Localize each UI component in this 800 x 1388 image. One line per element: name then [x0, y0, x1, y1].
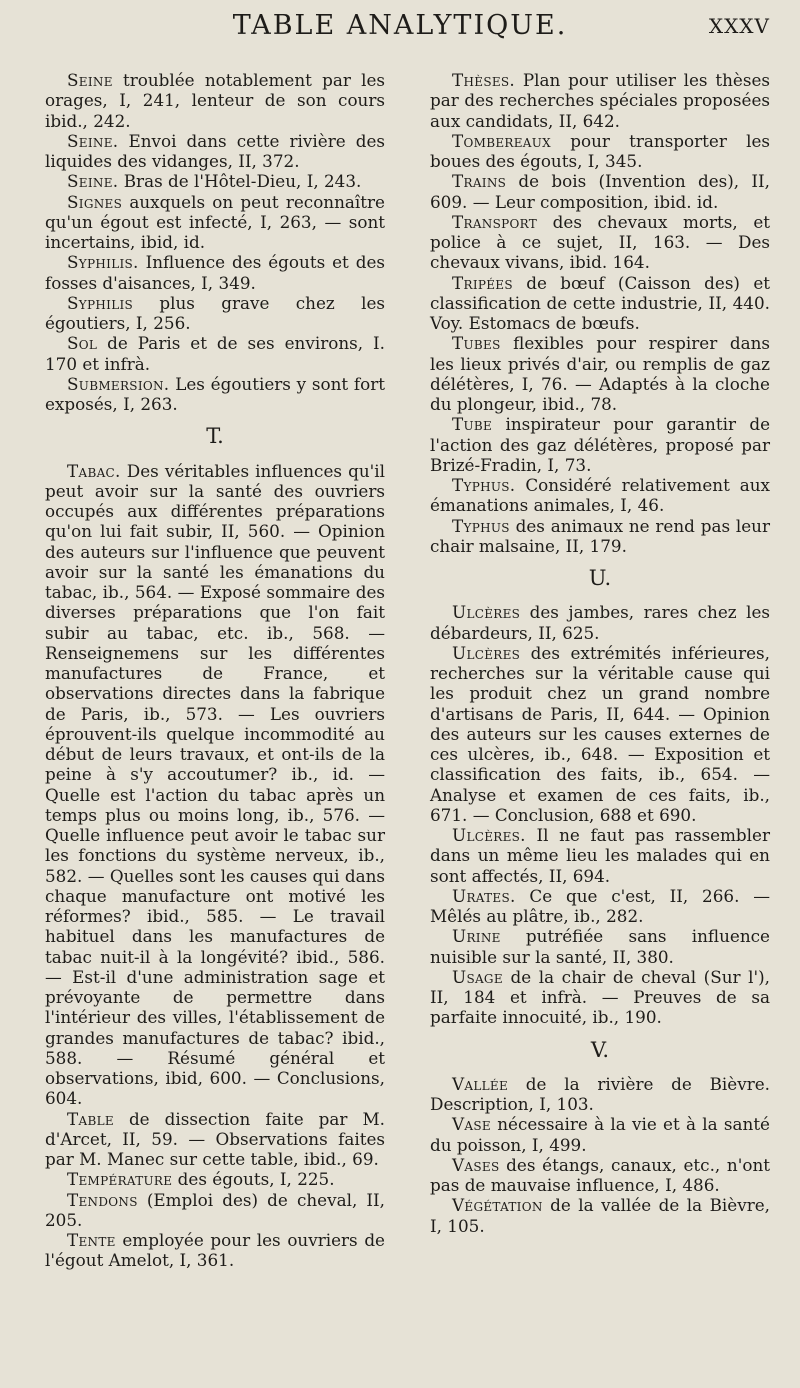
- index-entry: [430, 1155, 770, 1196]
- section-letter-t: T.: [206, 424, 224, 449]
- index-entry: [430, 643, 770, 825]
- index-entry: [45, 1190, 385, 1231]
- entry-headword: Tripées: [452, 272, 513, 293]
- entry-text: de la rivière de Bièvre. Description, I, 103.: [430, 1073, 770, 1114]
- index-entry: [430, 516, 770, 557]
- entry-text: Les égoutiers y sont fort exposés, I, 263.: [45, 373, 385, 414]
- entry-headword: Ulcères: [452, 642, 521, 663]
- entry-headword: Trains: [452, 171, 507, 192]
- entry-headword: Seine: [67, 70, 113, 90]
- index-entry: [430, 825, 770, 886]
- entry-headword: Sol: [67, 333, 98, 354]
- entry-headword: Table: [67, 1108, 114, 1129]
- entry-text: pour transporter les boues des égouts, I, 345.: [430, 130, 770, 171]
- index-entry: [45, 293, 385, 334]
- index-entry: [45, 70, 385, 131]
- index-entry: [430, 967, 770, 1028]
- index-entry: [430, 602, 770, 643]
- index-entry: [45, 1169, 385, 1189]
- left-column: [45, 70, 385, 1271]
- entry-text: des extrémités inférieures, recherches sur la véritable cause qui les produit chez un grand nombre d'artisans de Paris, II, 644. — Opinion des auteurs sur les causes externes de ces ulcères, ib., 648. — Exposition et classification des faits, ib., 654. — Analyse et examen de ces faits, ib., 671. — Conclusion, 688 et 690.: [430, 642, 770, 825]
- index-entry: [45, 461, 385, 1109]
- entry-headword: Usage: [452, 966, 503, 987]
- section-letter-v: V.: [590, 1037, 610, 1062]
- entry-text: (Emploi des) de cheval, II, 205.: [45, 1189, 385, 1230]
- entry-text: Des véritables influences qu'il peut avoir sur la santé des ouvriers occupés aux différentes préparations qu'on lui fait subir, II, 560. — Opinion des auteurs sur l'influence que peuvent avoir sur la santé les émanations du tabac, ib., 564. — Exposé sommaire des diverses préparations que l'on fait subir au tabac, etc. ib., 568. — Renseignemens sur les différentes manufactures de France, et observations directes dans la fabrique de Paris, ib., 573. — Les ouvriers éprouvent-ils quelque incommodité au début de leurs travaux, et ont-ils de la peine à s'y accoutumer? ib., id. — Quelle est l'action du tabac après un temps plus ou moins long, ib., 576. — Quelle influence peut avoir le tabac sur les fonctions du système nerveux, ib., 582. — Quelles sont les causes qui dans chaque manufacture ont motivé les réformes? ibid., 585. — Le travail habituel dans les manufactures de tabac nuit-il à la longévité? ibid., 586. — Est-il d'une administration sage et prévoyante de permettre dans l'intérieur des villes, l'établissement de grandes manufactures de tabac? ibid., 588. — Résumé général et observations, ibid, 600. — Conclusions, 604.: [45, 460, 385, 1109]
- index-entry: [430, 1114, 770, 1155]
- section-letter-u: U.: [588, 566, 612, 590]
- entry-headword: Seine.: [67, 171, 119, 192]
- page-header-title: TABLE ANALYTIQUE.: [232, 10, 568, 41]
- entry-text: troublée notablement par les orages, I, 241, lenteur de son cours ibid., 242.: [45, 70, 385, 131]
- index-entry: [430, 212, 770, 273]
- entry-text: plus grave chez les égoutiers, I, 256.: [45, 292, 385, 333]
- index-entry: [430, 414, 770, 475]
- index-entry: [45, 192, 385, 253]
- entry-text: Il ne faut pas rassembler dans un même lieu les malades qui en sont affectés, II, 694.: [430, 825, 770, 886]
- entry-text: auxquels on peut reconnaître qu'un égout est infecté, I, 263, — sont incertains, ibid, id.: [45, 191, 385, 252]
- entry-headword: Tendons: [67, 1189, 138, 1210]
- entry-text: nécessaire à la vie et à la santé du poisson, I, 499.: [430, 1114, 770, 1155]
- entry-headword: Submersion.: [67, 373, 170, 394]
- entry-text: des étangs, canaux, etc., n'ont pas de mauvaise influence, I, 486.: [430, 1154, 770, 1195]
- entry-text: Considéré relativement aux émanations animales, I, 46.: [430, 475, 770, 516]
- entry-text: de la chair de cheval (Sur l'), II, 184 et infrà. — Preuves de sa parfaite innocuité, ib., 190.: [430, 966, 770, 1028]
- entry-headword: Ulcères: [452, 602, 521, 623]
- entry-headword: Signes: [67, 191, 123, 212]
- entry-headword: Urine: [452, 926, 501, 947]
- entry-headword: Tente: [67, 1230, 116, 1250]
- page-number: XXXV: [708, 14, 770, 38]
- entry-headword: Vase: [452, 1114, 491, 1135]
- index-entry: [430, 1195, 770, 1236]
- index-entry: [45, 1230, 385, 1271]
- index-entry: [45, 171, 385, 191]
- index-entry: [45, 1109, 385, 1170]
- entry-text: flexibles pour respirer dans les lieux privés d'air, ou remplis de gaz délétères, I, 76. — Adaptés à la cloche du plongeur, ibid., 78.: [430, 333, 770, 414]
- entry-headword: Typhus: [452, 515, 510, 536]
- index-entry: [45, 333, 385, 374]
- index-entry: [45, 374, 385, 415]
- entry-text: Influence des égouts et des fosses d'aisances, I, 349.: [45, 252, 385, 293]
- entry-headword: Urates.: [452, 885, 516, 906]
- entry-headword: Syphilis: [67, 292, 134, 313]
- entry-text: des animaux ne rend pas leur chair malsaine, II, 179.: [430, 515, 770, 556]
- entry-text: inspirateur pour garantir de l'action des gaz délétères, proposé par Brizé-Fradin, I, 73.: [430, 414, 770, 475]
- index-entry: [430, 171, 770, 212]
- entry-text: des jambes, rares chez les débardeurs, II, 625.: [430, 602, 770, 643]
- entry-headword: Transport: [452, 211, 538, 232]
- entry-text: des chevaux morts, et police à ce sujet, II, 163. — Des chevaux vivans, ibid. 164.: [430, 211, 770, 273]
- index-entry: [430, 926, 770, 967]
- entry-headword: Typhus.: [452, 475, 516, 495]
- entry-headword: Ulcères.: [452, 825, 526, 845]
- entry-headword: Vallée: [452, 1073, 509, 1094]
- entry-text: Ce que c'est, II, 266. — Mêlés au plâtre, ib., 282.: [430, 885, 770, 926]
- index-entry: [430, 333, 770, 414]
- entry-text: de la vallée de la Bièvre, I, 105.: [430, 1195, 770, 1236]
- entry-text: de bœuf (Caisson des) et classification de cette industrie, II, 440. Voy. Estomacs de bœufs.: [430, 272, 770, 333]
- index-entry: [430, 1074, 770, 1115]
- entry-headword: Tabac.: [67, 460, 121, 481]
- index-entry: [430, 273, 770, 334]
- entry-text: de bois (Invention des), II, 609. — Leur composition, ibid. id.: [430, 171, 770, 212]
- entry-text: des égouts, I, 225.: [172, 1169, 335, 1190]
- index-entry: [430, 886, 770, 927]
- entry-text: Envoi dans cette rivière des liquides des vidanges, II, 372.: [45, 130, 385, 171]
- index-entry: [430, 70, 770, 131]
- entry-headword: Végétation: [452, 1195, 543, 1216]
- entry-text: de Paris et de ses environs, I. 170 et infrà.: [45, 333, 385, 374]
- index-entry: [45, 252, 385, 293]
- entry-text: employée pour les ouvriers de l'égout Amelot, I, 361.: [45, 1230, 385, 1271]
- entry-headword: Seine.: [67, 130, 119, 151]
- entry-headword: Tombereaux: [452, 130, 552, 151]
- right-column: [430, 70, 770, 1236]
- entry-headword: Température: [67, 1169, 173, 1190]
- entry-headword: Tubes: [452, 333, 501, 354]
- entry-text: Bras de l'Hôtel-Dieu, I, 243.: [118, 171, 362, 192]
- index-entry: [45, 131, 385, 172]
- entry-text: de dissection faite par M. d'Arcet, II, 59. — Observations faites par M. Manec sur cette table, ibid., 69.: [45, 1108, 385, 1169]
- index-entry: [430, 475, 770, 516]
- entry-headword: Thèses.: [452, 70, 516, 90]
- entry-text: Plan pour utiliser les thèses par des recherches spéciales proposées aux candidats, II, 642.: [430, 70, 770, 131]
- entry-headword: Vases: [452, 1154, 500, 1175]
- entry-headword: Tube: [452, 414, 493, 435]
- entry-headword: Syphilis.: [67, 252, 139, 273]
- entry-text: putréfiée sans influence nuisible sur la santé, II, 380.: [430, 926, 770, 967]
- index-entry: [430, 131, 770, 172]
